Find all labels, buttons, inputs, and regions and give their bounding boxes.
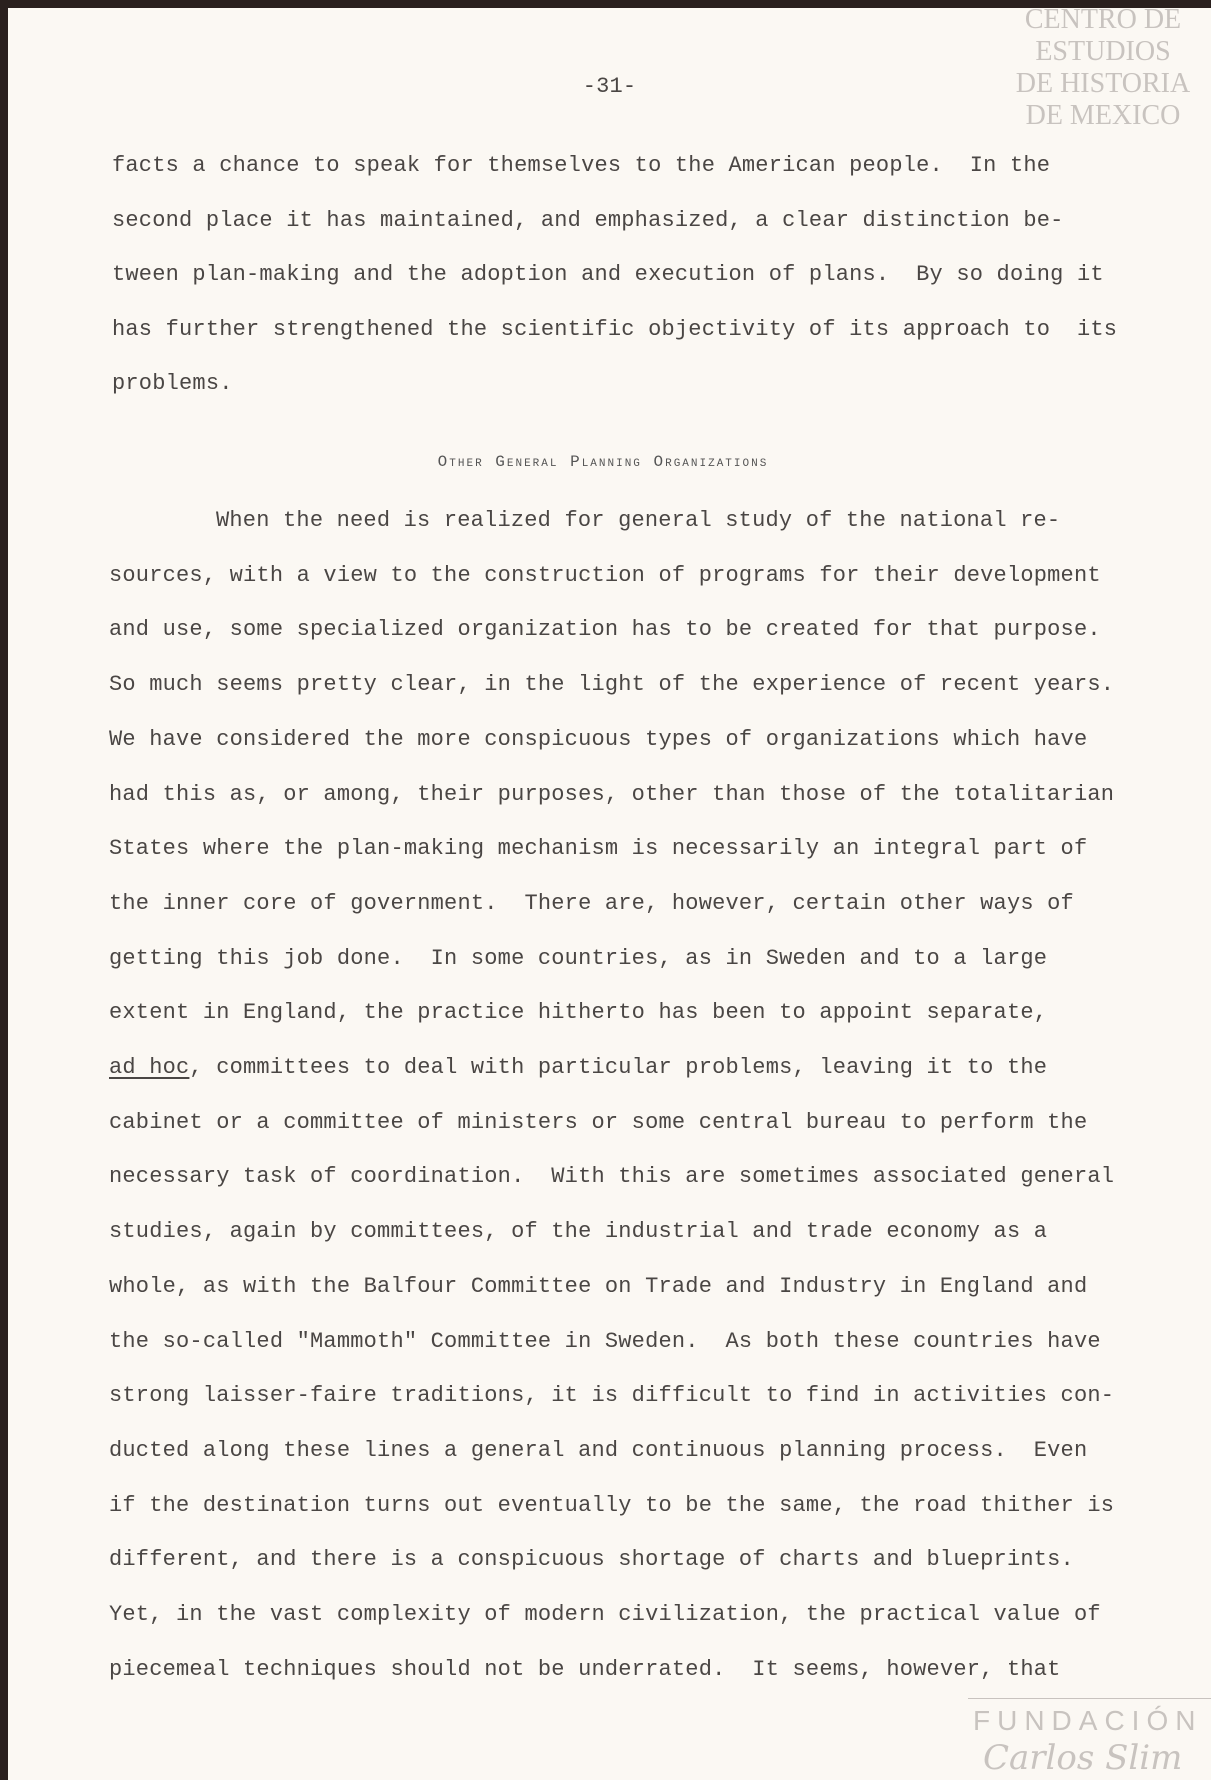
- text-line: extent in England, the practice hitherto has been to appoint separate,: [109, 1000, 1048, 1026]
- text-line: States where the plan-making mechanism is necessarily an integral part of: [109, 836, 1088, 862]
- text-line: has further strengthened the scientific objectivity of its approach to its: [112, 316, 1118, 342]
- watermark-signature: Carlos Slim: [983, 1738, 1183, 1778]
- text-line: Yet, in the vast complexity of modern civilization, the practical value of: [109, 1602, 1101, 1627]
- text-line: cabinet or a committee of ministers or some central bureau to perform the: [109, 1109, 1088, 1135]
- underlined-term: ad hoc: [109, 1055, 190, 1080]
- watermark-text: [998, 4, 1208, 132]
- section-heading: Other General Planning Organizations: [437, 453, 769, 471]
- text-line: We have considered the more conspicuous types of organizations which have: [109, 726, 1088, 752]
- document-page: [8, 4, 1211, 1780]
- text-line: necessary task of coordination. With this are sometimes associated general: [109, 1164, 1115, 1190]
- text-line: had this as, or among, their purposes, other than those of the totalitarian: [109, 781, 1115, 807]
- text-line: getting this job done. In some countries, as in Sweden and to a large: [109, 945, 1048, 971]
- text-line: and use, some specialized organization has to be created for that purpose.: [109, 617, 1101, 643]
- text-line: the inner core of government. There are, however, certain other ways of: [109, 890, 1074, 916]
- text-line: different, and there is a conspicuous shortage of charts and blueprints.: [109, 1547, 1074, 1573]
- text-line: strong laisser-faire traditions, it is difficult to find in activities con-: [109, 1383, 1115, 1409]
- text-line: ducted along these lines a general and continuous planning process. Even: [109, 1437, 1088, 1463]
- watermark-line: DE MEXICO: [1025, 100, 1181, 131]
- watermark-foundation: FUNDACIÓN: [973, 1705, 1203, 1736]
- text-line: facts a chance to speak for themselves to the American people. In the: [112, 153, 1051, 178]
- watermark-divider: [968, 1698, 1211, 1699]
- text-line: piecemeal techniques should not be underrated. It seems, however, that: [109, 1656, 1061, 1682]
- text-line: whole, as with the Balfour Committee on Trade and Industry in England and: [109, 1273, 1088, 1299]
- text-line-rest: , committees to deal with particular problems, leaving it to the: [189, 1055, 1048, 1080]
- text-line: [109, 1055, 1047, 1080]
- text-line: problems.: [112, 371, 233, 397]
- text-line: sources, with a view to the construction of programs for their development: [109, 562, 1101, 588]
- text-line: second place it has maintained, and emphasized, a clear distinction be-: [112, 207, 1064, 233]
- text-line: the so-called "Mammoth" Committee in Sweden. As both these countries have: [109, 1328, 1101, 1354]
- text-line: studies, again by committees, of the industrial and trade economy as a: [109, 1219, 1048, 1245]
- text-line: tween plan-making and the adoption and execution of plans. By so doing it: [112, 262, 1104, 288]
- text-line: So much seems pretty clear, in the light of the experience of recent years.: [109, 672, 1115, 698]
- watermark-line: ESTUDIOS: [1035, 36, 1171, 67]
- text-line: When the need is realized for general study of the national re-: [216, 508, 1061, 533]
- text-line: if the destination turns out eventually to be the same, the road thither is: [109, 1492, 1115, 1518]
- watermark-line: CENTRO DE: [1024, 4, 1182, 35]
- watermark-line: DE HISTORIA: [1015, 68, 1191, 99]
- page-number: -31-: [582, 74, 637, 99]
